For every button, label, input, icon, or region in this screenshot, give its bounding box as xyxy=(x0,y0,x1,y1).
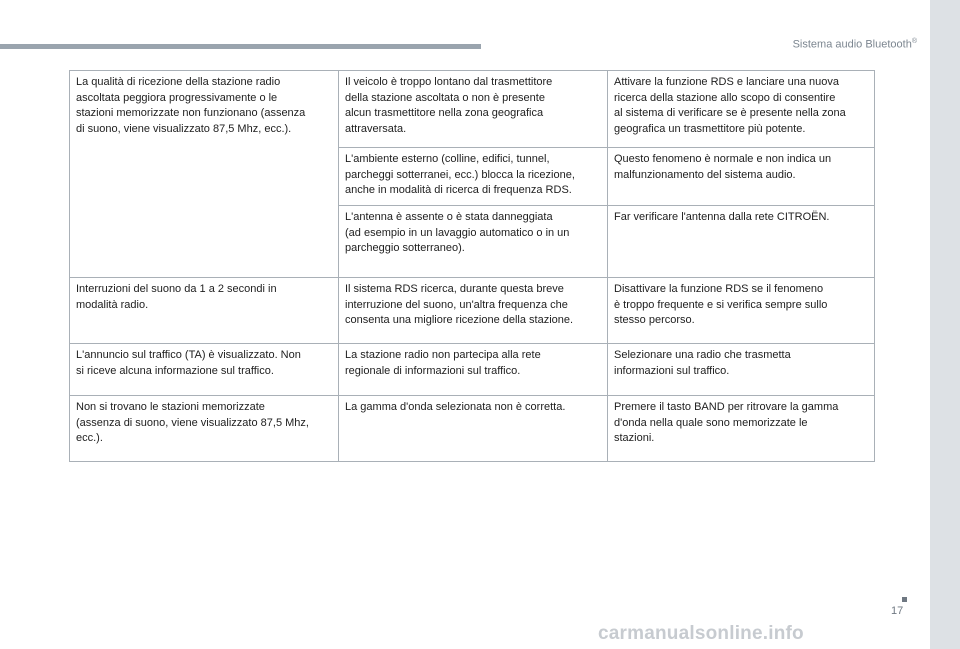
cause-cell: L'antenna è assente o è stata danneggiata (ad esempio in un lavaggio automatico o in un parcheggio sotterraneo). xyxy=(339,206,608,278)
cause-cell: Il sistema RDS ricerca, durante questa breve interruzione del suono, un'altra frequenza che consenta una migliore ricezione della stazione. xyxy=(339,278,608,344)
table-row xyxy=(70,278,875,344)
registered-mark: ® xyxy=(911,38,917,45)
problem-cell: Interruzioni del suono da 1 a 2 secondi in modalità radio. xyxy=(70,278,339,344)
solution-cell: Premere il tasto BAND per ritrovare la gamma d'onda nella quale sono memorizzate le stazioni. xyxy=(608,396,875,462)
solution-cell: Attivare la funzione RDS e lanciare una nuova ricerca della stazione allo scopo di consentire al sistema di verificare se è presente nella zona geografica un trasmettitore più potente. xyxy=(608,71,875,148)
cause-cell: L'ambiente esterno (colline, edifici, tunnel, parcheggi sotterranei, ecc.) blocca la ricezione, anche in modalità di ricerca di frequenza RDS. xyxy=(339,148,608,206)
table-row xyxy=(70,344,875,396)
solution-cell: Selezionare una radio che trasmetta informazioni sul traffico. xyxy=(608,344,875,396)
watermark: carmanualsonline.info xyxy=(598,623,804,644)
problem-cell: La qualità di ricezione della stazione radio ascoltata peggiora progressivamente o le stazioni memorizzate non funzionano (assenza di suono, viene visualizzato 87,5 Mhz, ecc.). xyxy=(70,71,339,278)
section-title xyxy=(793,38,917,51)
solution-cell: Far verificare l'antenna dalla rete CITROËN. xyxy=(608,206,875,278)
troubleshooting-table xyxy=(69,70,875,462)
table-row xyxy=(70,396,875,462)
problem-cell: L'annuncio sul traffico (TA) è visualizzato. Non si riceve alcuna informazione sul traffico. xyxy=(70,344,339,396)
page-number: 17 xyxy=(891,605,904,617)
page-edge-band xyxy=(930,0,960,649)
section-title-text: Sistema audio Bluetooth xyxy=(792,38,912,51)
cause-cell: Il veicolo è troppo lontano dal trasmettitore della stazione ascoltata o non è presente alcun trasmettitore nella zona geografica attraversata. xyxy=(339,71,608,148)
solution-cell: Disattivare la funzione RDS se il fenomeno è troppo frequente e si verifica sempre sullo stesso percorso. xyxy=(608,278,875,344)
table-row xyxy=(70,71,875,148)
cause-cell: La stazione radio non partecipa alla rete regionale di informazioni sul traffico. xyxy=(339,344,608,396)
header-rule xyxy=(0,44,481,49)
problem-cell: Non si trovano le stazioni memorizzate (assenza di suono, viene visualizzato 87,5 Mhz, ecc.). xyxy=(70,396,339,462)
end-of-section-marker xyxy=(902,597,907,602)
solution-cell: Questo fenomeno è normale e non indica un malfunzionamento del sistema audio. xyxy=(608,148,875,206)
cause-cell: La gamma d'onda selezionata non è corretta. xyxy=(339,396,608,462)
